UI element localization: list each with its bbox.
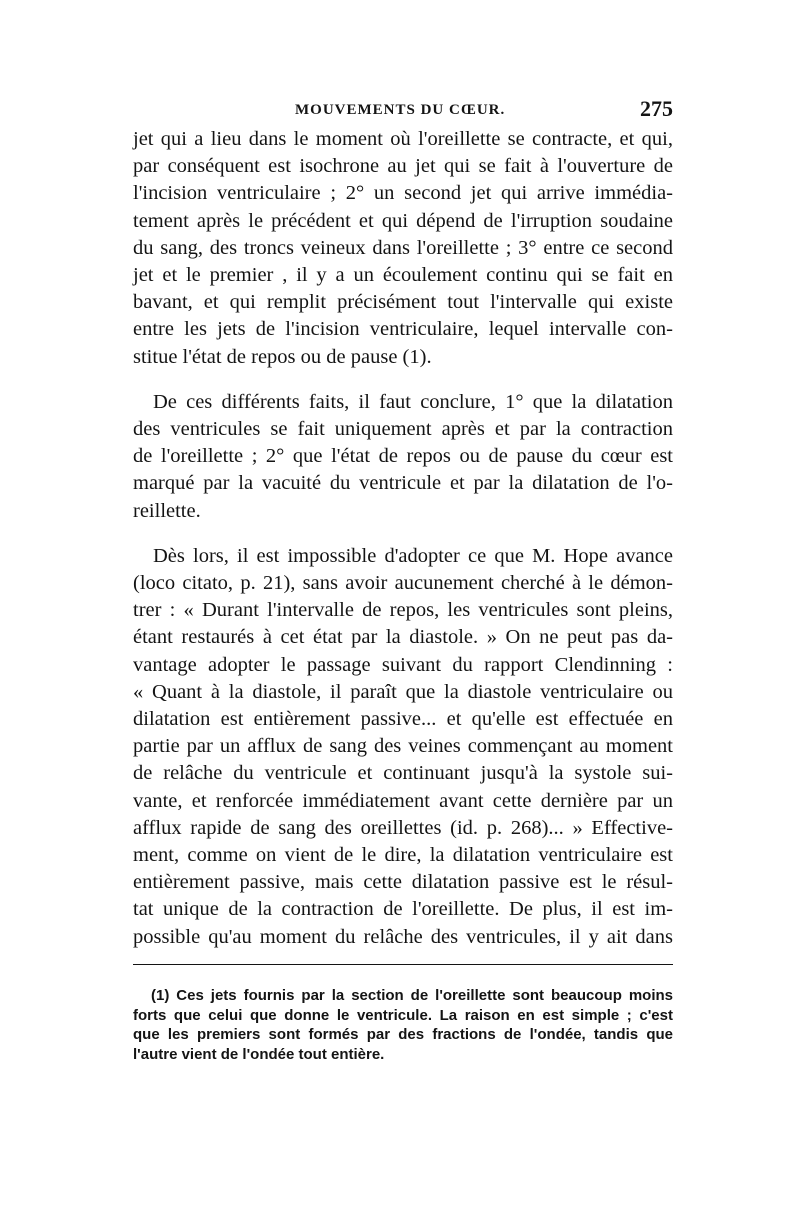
text-line: Dès lors, il est impossible d'adopter ce que M. Hope avance (153, 544, 673, 567)
text-line: jet et le premier , il y a un écoulement continu qui se fait en (133, 264, 673, 287)
text-line: des ventricules se fait uniquement après et par la contraction (133, 418, 673, 441)
footnote-line: (1) Ces jets fournis par la section de l'oreillette sont beaucoup moins (151, 987, 673, 1004)
footnote-separator (133, 964, 673, 965)
text-line: par conséquent est isochrone au jet qui se fait à l'ouverture de (133, 155, 673, 178)
text-line: de l'oreillette ; 2° que l'état de repos ou de pause du cœur est (133, 445, 673, 468)
text-line: possible qu'au moment du relâche des ventricules, il y ait dans (133, 925, 673, 948)
footnote-line: l'autre vient de l'ondée tout entière. (133, 1045, 385, 1063)
paragraph-2 (133, 389, 673, 525)
text-line: stitue l'état de repos ou de pause (1). (133, 345, 432, 368)
text-line: du sang, des troncs veineux dans l'oreillette ; 3° entre ce second (133, 236, 673, 259)
text-line: jet qui a lieu dans le moment où l'oreillette se contracte, et qui, (133, 128, 673, 150)
text-line: tement après le précédent et qui dépend de l'irruption soudaine (133, 209, 673, 232)
body-text (133, 126, 673, 951)
text-line: vantage adopter le passage suivant du rapport Clendinning : (133, 653, 673, 676)
text-line: afflux rapide de sang des oreillettes (id. p. 268)... » Effective- (133, 816, 673, 839)
page-number: 275 (640, 96, 673, 121)
footnote-line: forts que celui que donne le ventricule. La raison en est simple ; c'est (133, 1006, 673, 1024)
running-head: MOUVEMENTS DU CŒUR. (295, 102, 506, 118)
footnote (133, 986, 673, 1064)
text-line: partie par un afflux de sang des veines commençant au moment (133, 735, 673, 758)
text-line: de relâche du ventricule et continuant jusqu'à la systole sui- (133, 762, 673, 785)
text-line: étant restaurés à cet état par la diastole. » On ne peut pas da- (133, 626, 673, 649)
text-line: vante, et renforcée immédiatement avant cette dernière par un (133, 789, 673, 812)
text-line: entièrement passive, mais cette dilatation passive est le résul- (133, 871, 673, 894)
text-line: reillette. (133, 499, 201, 522)
text-line: tat unique de la contraction de l'oreillette. De plus, il est im- (133, 898, 673, 921)
text-line: entre les jets de l'incision ventriculaire, lequel intervalle con- (133, 318, 673, 341)
footnote-line: que les premiers sont formés par des fractions de l'ondée, tandis que (133, 1026, 673, 1043)
paragraph-3 (133, 543, 673, 951)
text-line: De ces différents faits, il faut conclure, 1° que la dilatation (153, 390, 673, 413)
page-header (133, 96, 673, 126)
text-line: marqué par la vacuité du ventricule et par la dilatation de l'o- (133, 472, 673, 495)
text-line: ment, comme on vient de le dire, la dilatation ventriculaire est (133, 844, 673, 867)
text-line: dilatation est entièrement passive... et qu'elle est effectuée en (133, 708, 673, 731)
text-line: (loco citato, p. 21), sans avoir aucunement cherché à le démon- (133, 572, 673, 595)
text-line: l'incision ventriculaire ; 2° un second jet qui arrive immédia- (133, 182, 673, 205)
paragraph-1 (133, 126, 673, 371)
text-line: bavant, et qui remplit précisément tout l'intervalle qui existe (133, 291, 673, 314)
text-line: « Quant à la diastole, il paraît que la diastole ventriculaire ou (133, 680, 673, 703)
text-line: trer : « Durant l'intervalle de repos, les ventricules sont pleins, (133, 599, 673, 622)
